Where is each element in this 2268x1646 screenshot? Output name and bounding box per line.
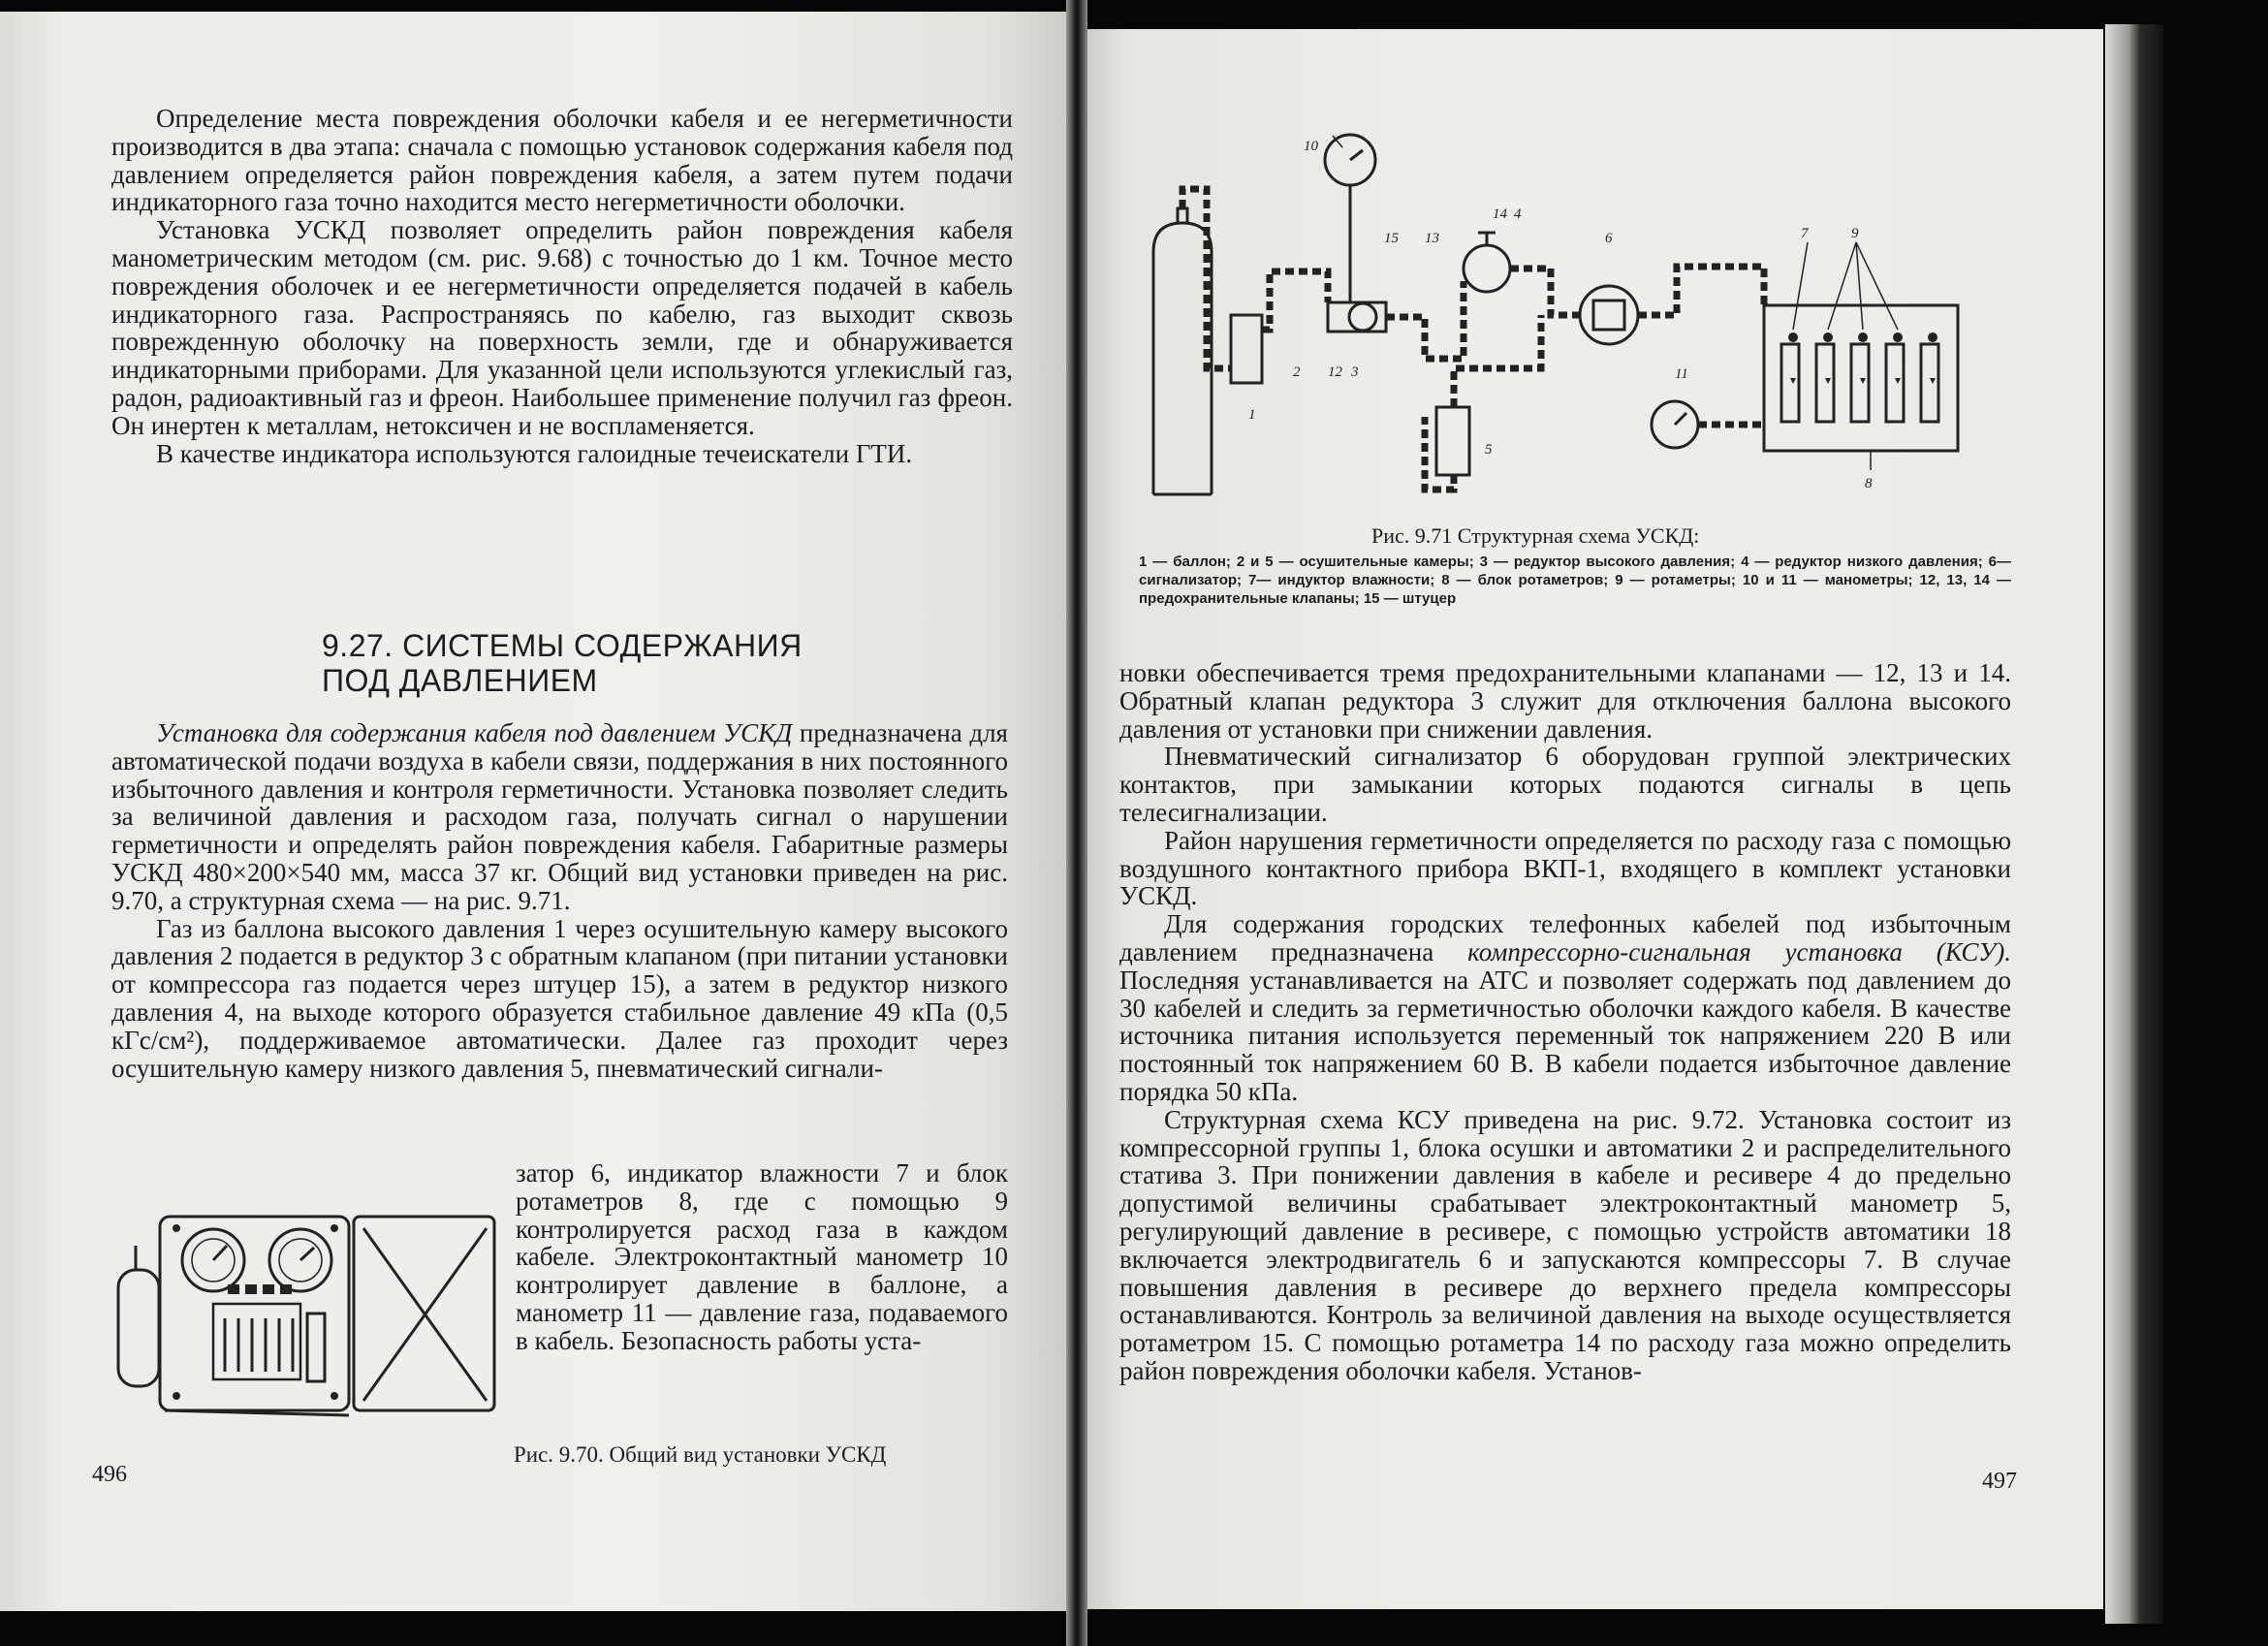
book-cover-edge [2105, 24, 2163, 1624]
diagram-label: 15 [1384, 231, 1399, 246]
diagram-label: 12 [1328, 364, 1342, 380]
left-text-block-3 [516, 1159, 1008, 1355]
paragraph: затор 6, индикатор влажности 7 и блок ротаметров 8, где с помощью 9 контролируется расход газа в каждом кабеле. Электроконтактный манометр 10 контролирует давление в баллоне, а манометр 11 — давление газа, подаваемого в кабель. Безопасность работы уста- [516, 1158, 1008, 1355]
paragraph: Установка УСКД позволяет определить район повреждения кабеля манометрическим методом (см. рис. 9.68) с точностью до 1 км. Точное место повреждения оболочек и ее негерметичности определяется подачей в кабель индикаторного газа. Распространяясь по кабелю, газ выходит сквозь поврежденную оболочку на поверхность земли, где и обнаруживается индикаторными приборами. Для указанной цели используются углекислый газ, радон, радиоактивный газ и фреон. Наибольшее применение получил газ фреон. Он инертен к металлам, нетоксичен и не воспламеняется. [111, 215, 1013, 440]
left-text-block-1 [111, 105, 1013, 467]
paragraph: Структурная схема КСУ приведена на рис. 9.72. Установка состоит из компрессорной группы 1, блока осушки и автоматики 2 и распределительного статива 3. При понижении давления в кабеле и ресивере 4 до предельно допустимой величины срабатывает электроконтактный манометр 5, регулирующий давление в ресивере, с помощью устройств автоматики 18 включается электродвигатель 6 и запускаются компрессоры 7. В случае повышения давления в ресивере до верхнего предела компрессоры останавливаются. Контроль за величиной давления на выходе осуществляется ротаметром 15. С помощью ротаметра 14 по расходу газа можно определить район повреждения оболочки кабеля. Установ- [1119, 1104, 2011, 1385]
paragraph: Район нарушения герметичности определяется по расходу газа с помощью воздушного контактного прибора ВКП-1, входящего в комплект установки УСКД. [1119, 825, 2011, 911]
paragraph-rest: предназначена для автоматической подачи воздуха в кабели связи, поддержания в них постоянного избыточного давления и контроля герметичности. Установка позволяет следить за величиной давления и расходом газа, получать сигнал о нарушении герметичности и определять район повреждения кабеля. Габаритные размеры УСКД 480×200×540 мм, масса 37 кг. Общий вид установки приведен на рис. 9.70, а структурная схема — на рис. 9.71. [111, 718, 1008, 915]
right-text-block [1119, 659, 2011, 1385]
page-number-left: 496 [92, 1462, 127, 1487]
diagram-label: 14 [1493, 206, 1507, 222]
italic-term: Установка для содержания кабеля под давлением УСКД [156, 718, 793, 747]
italic-term: компрессорно-сигнальная установка (КСУ). [1467, 936, 2011, 966]
paragraph: новки обеспечивается тремя предохранительными клапанами — 12, 13 и 14. Обратный клапан редуктора 3 служит для отключения баллона высокого давления от установки при снижении давления. [1119, 658, 2011, 744]
fig-9-70-caption: Рис. 9.70. Общий вид установки УСКД [514, 1442, 887, 1467]
paragraph-part: Последняя устанавливается на АТС и позволяет содержать под давлением до 30 кабелей и следить за герметичностью оболочки каждого кабеля. В качестве источника питания используется переменный ток напряжением 220 В или постоянный ток напряжением 60 В. В кабели подается избыточное давление порядка 50 кПа. [1119, 965, 2011, 1106]
diagram-label: 11 [1675, 366, 1688, 382]
paragraph-part: Для содержания городских телефонных кабелей под избыточным давлением предназначена [1119, 909, 2011, 966]
diagram-label: 4 [1514, 206, 1522, 222]
section-heading-line-1: 9.27. СИСТЕМЫ СОДЕРЖАНИЯ [322, 628, 803, 663]
diagram-label: 10 [1304, 139, 1318, 154]
paragraph: В качестве индикатора используются галоидные течеискатели ГТИ. [156, 438, 913, 468]
diagram-label: 9 [1851, 226, 1859, 241]
section-heading [322, 628, 803, 698]
ucsd-general-view-illustration [107, 1187, 514, 1440]
fig-9-71-caption: Рис. 9.71 Структурная схема УСКД: [1371, 523, 1700, 548]
ucsd-structural-scheme-diagram [1134, 126, 1977, 523]
paragraph [1119, 910, 2011, 1106]
page-number-right: 497 [1982, 1469, 2017, 1494]
diagram-label: 1 [1248, 407, 1256, 423]
paragraph: Пневматический сигнализатор 6 оборудован группой электрических контактов, при замыкании которых подаются сигналы в цепь телесигнализации. [1119, 742, 2011, 827]
diagram-label: 8 [1865, 476, 1873, 491]
paragraph: Газ из баллона высокого давления 1 через осушительную камеру высокого давления 2 подается в редуктор 3 с обратным клапаном (при питании установки от компрессора газ подается через штуцер 15), а затем в редуктор низкого давления 4, на выходе которого образуется стабильное давление 49 кПа (0,5 кГс/см²), поддерживаемое автоматически. Далее газ проходит через осушительную камеру низкого давления 5, пневматический сигнали- [111, 913, 1008, 1083]
diagram-label: 13 [1425, 231, 1439, 246]
fig-9-71-legend: 1 — баллон; 2 и 5 — осушительные камеры; 3 — редуктор высокого давления; 4 — редуктор низкого давления; 6—сигнализатор; 7— индуктор влажности; 8 — блок ротаметров; 9 — ротаметры; 10 и 11 — манометры; 12, 13, 14 — предохранительные клапаны; 15 — штуцер [1139, 554, 2011, 607]
left-text-block-2 [111, 719, 1008, 1082]
diagram-label: 3 [1351, 364, 1359, 380]
diagram-label: 7 [1801, 226, 1809, 241]
section-heading-line-2: ПОД ДАВЛЕНИЕМ [322, 663, 598, 698]
diagram-label: 5 [1485, 442, 1493, 458]
paragraph [111, 719, 1008, 915]
paragraph: Определение места повреждения оболочки кабеля и ее негерметичности производится в два этапа: сначала с помощью установок содержания кабеля под давлением определяется район повреждения кабеля, а затем путем подачи индикаторного газа точно находится место негерметичности оболочки. [111, 104, 1013, 217]
diagram-label: 2 [1293, 364, 1301, 380]
book-gutter [1066, 0, 1087, 1646]
diagram-label: 6 [1605, 231, 1613, 246]
